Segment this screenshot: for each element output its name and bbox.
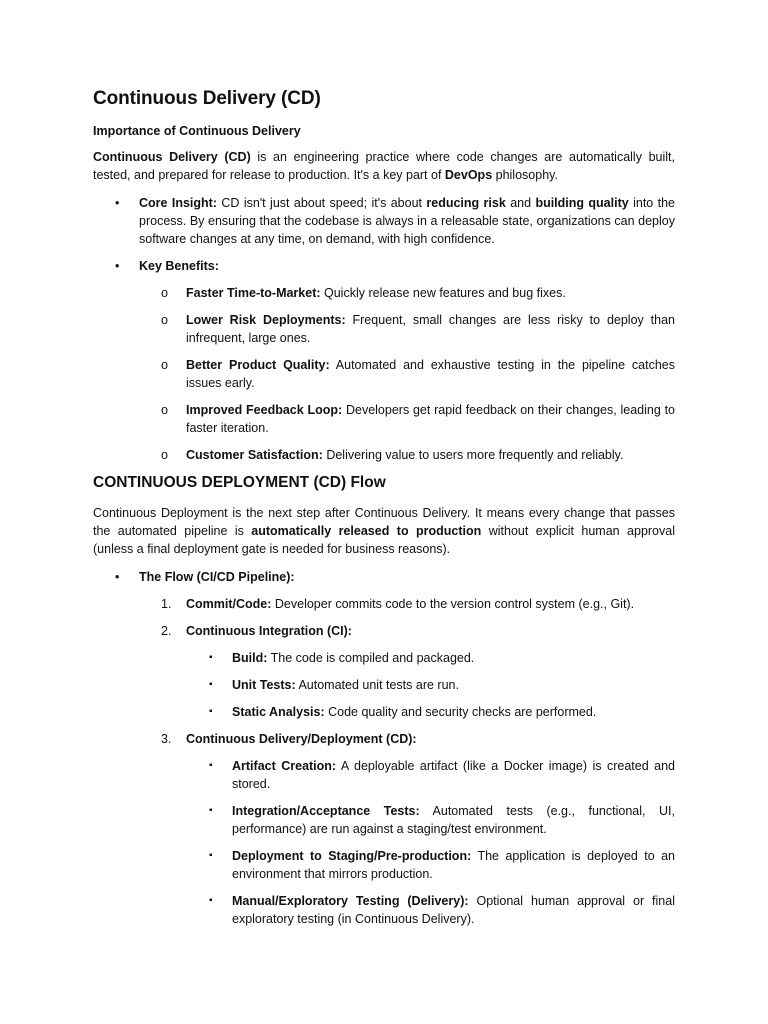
list-item-text [232,759,675,791]
text-run: A deployable artifact (like a Docker image) is created and stored. [232,759,675,791]
bold-text: Deployment to Staging/Pre-production: [232,849,472,863]
text-run: philosophy. [492,168,558,182]
bold-text: Integration/Acceptance Tests: [232,804,420,818]
text-run: Automated tests (e.g., functional, UI, performance) are run against a staging/test environment. [232,804,676,836]
text-run: CD isn't just about speed; it's about [217,196,427,210]
bold-text: DevOps [444,168,493,182]
benefit-item [93,356,675,392]
text-run: The code is compiled and packaged. [267,651,475,665]
section-subtitle: Importance of Continuous Delivery [93,124,301,138]
text-run: Delivering value to users more frequently and reliably. [322,448,624,462]
bold-text: Continuous Delivery/Deployment (CD): [186,732,417,746]
text-run: Developers get rapid feedback on their changes, leading to faster iteration. [186,403,675,435]
pipeline-step [93,622,675,640]
list-item-key-benefits [93,257,675,275]
flow-list [93,568,675,586]
text-run: and [505,196,536,210]
pipeline-substep [93,703,675,721]
text-run: into the process. By ensuring that the codebase is always in a releasable state, organizations can deploy software changes at any time, on demand, with high confidence. [139,196,675,246]
text-run: Quickly release new features and bug fixes. [320,286,566,300]
list-item-text [232,705,596,719]
bullet-marker: • [115,196,120,210]
list-marker: ▪ [209,895,213,906]
list-item-text [232,849,675,881]
benefit-item [93,284,675,302]
list-marker: 3. [161,732,172,746]
bold-text: Continuous Integration (CI): [186,624,352,638]
list-marker: ▪ [209,706,213,717]
list-item-text: The Flow (CI/CD Pipeline): [139,570,295,584]
bold-text: Core Insight: [139,196,217,210]
text-run: Code quality and security checks are performed. [324,705,597,719]
pipeline-substep [93,847,675,883]
list-item-text [186,732,417,746]
list-item-text [232,651,474,665]
bold-text: Key Benefits: [139,259,219,273]
text-run: is an engineering practice where code changes are automatically built, tested, and prepared for release to production. It's a key part of [93,150,675,182]
benefit-item [93,311,675,347]
pipeline-substep [93,757,675,793]
bold-text: Faster Time-to-Market: [186,286,321,300]
pipeline-step [93,595,675,613]
text-run: Continuous Deployment is the next step after Continuous Delivery. It means every change that passes the automated pipeline is [93,506,675,538]
list-item-text [186,403,675,435]
bullet-marker: • [115,570,120,584]
bold-text: Lower Risk Deployments: [186,313,346,327]
list-item-text [186,624,352,638]
pipeline-substep [93,892,675,928]
list-item-text [139,259,219,273]
list-item-text [139,196,675,246]
page-title: Continuous Delivery (CD) [93,88,321,109]
list-marker: 1. [161,597,172,611]
list-marker: o [161,358,168,372]
bold-text: Unit Tests: [232,678,296,692]
bullet-marker: • [115,259,120,273]
list-marker: ▪ [209,652,213,663]
list-marker: o [161,313,168,327]
list-item-text [186,448,623,462]
pipeline-substep [93,649,675,667]
section-intro-paragraph [93,504,675,558]
list-marker: o [161,286,168,300]
list-marker: o [161,448,168,462]
bold-text: Commit/Code: [186,597,272,611]
list-item-text [186,313,675,345]
key-benefits-sublist [93,284,675,464]
text-run: Automated and exhaustive testing in the pipeline catches issues early. [186,358,675,390]
text-run: Frequent, small changes are less risky to deploy than infrequent, large ones. [186,313,675,345]
benefit-item [93,401,675,437]
pipeline-step [93,730,675,748]
text-run: Optional human approval or final exploratory testing (in Continuous Delivery). [232,894,675,926]
list-item-text [232,894,675,926]
bold-text: reducing risk [426,196,506,210]
list-item-flow [93,568,675,586]
list-item-text [186,597,634,611]
bold-text: Customer Satisfaction: [186,448,323,462]
list-item-text [186,358,675,390]
list-item-text [232,678,459,692]
list-marker: ▪ [209,679,213,690]
text-run: without explicit human approval (unless a final deployment gate is needed for business reasons). [93,524,675,556]
bold-text: Build: [232,651,268,665]
list-marker: 2. [161,624,172,638]
list-marker: ▪ [209,850,213,861]
list-item-core-insight [93,194,675,248]
list-marker: ▪ [209,760,213,771]
list-item-text [232,804,675,836]
pipeline-steps-list [93,595,675,928]
pipeline-substep [93,676,675,694]
bold-text: automatically released to production [251,524,482,538]
bold-text: Improved Feedback Loop: [186,403,343,417]
bold-text: Static Analysis: [232,705,325,719]
bold-text: building quality [535,196,629,210]
list-item-text [186,286,566,300]
text-run: Developer commits code to the version control system (e.g., Git). [271,597,635,611]
section-heading: CONTINUOUS DEPLOYMENT (CD) Flow [93,474,386,491]
bold-text: Artifact Creation: [232,759,337,773]
list-marker: o [161,403,168,417]
bold-text: Manual/Exploratory Testing (Delivery): [232,894,469,908]
text-run: The application is deployed to an environment that mirrors production. [232,849,675,881]
pipeline-substep [93,802,675,838]
bold-text: Better Product Quality: [186,358,330,372]
benefits-list [93,194,675,275]
benefit-item [93,446,675,464]
bold-text: Continuous Delivery (CD) [93,150,251,164]
text-run: Automated unit tests are run. [295,678,459,692]
intro-paragraph [93,148,675,184]
list-marker: ▪ [209,805,213,816]
